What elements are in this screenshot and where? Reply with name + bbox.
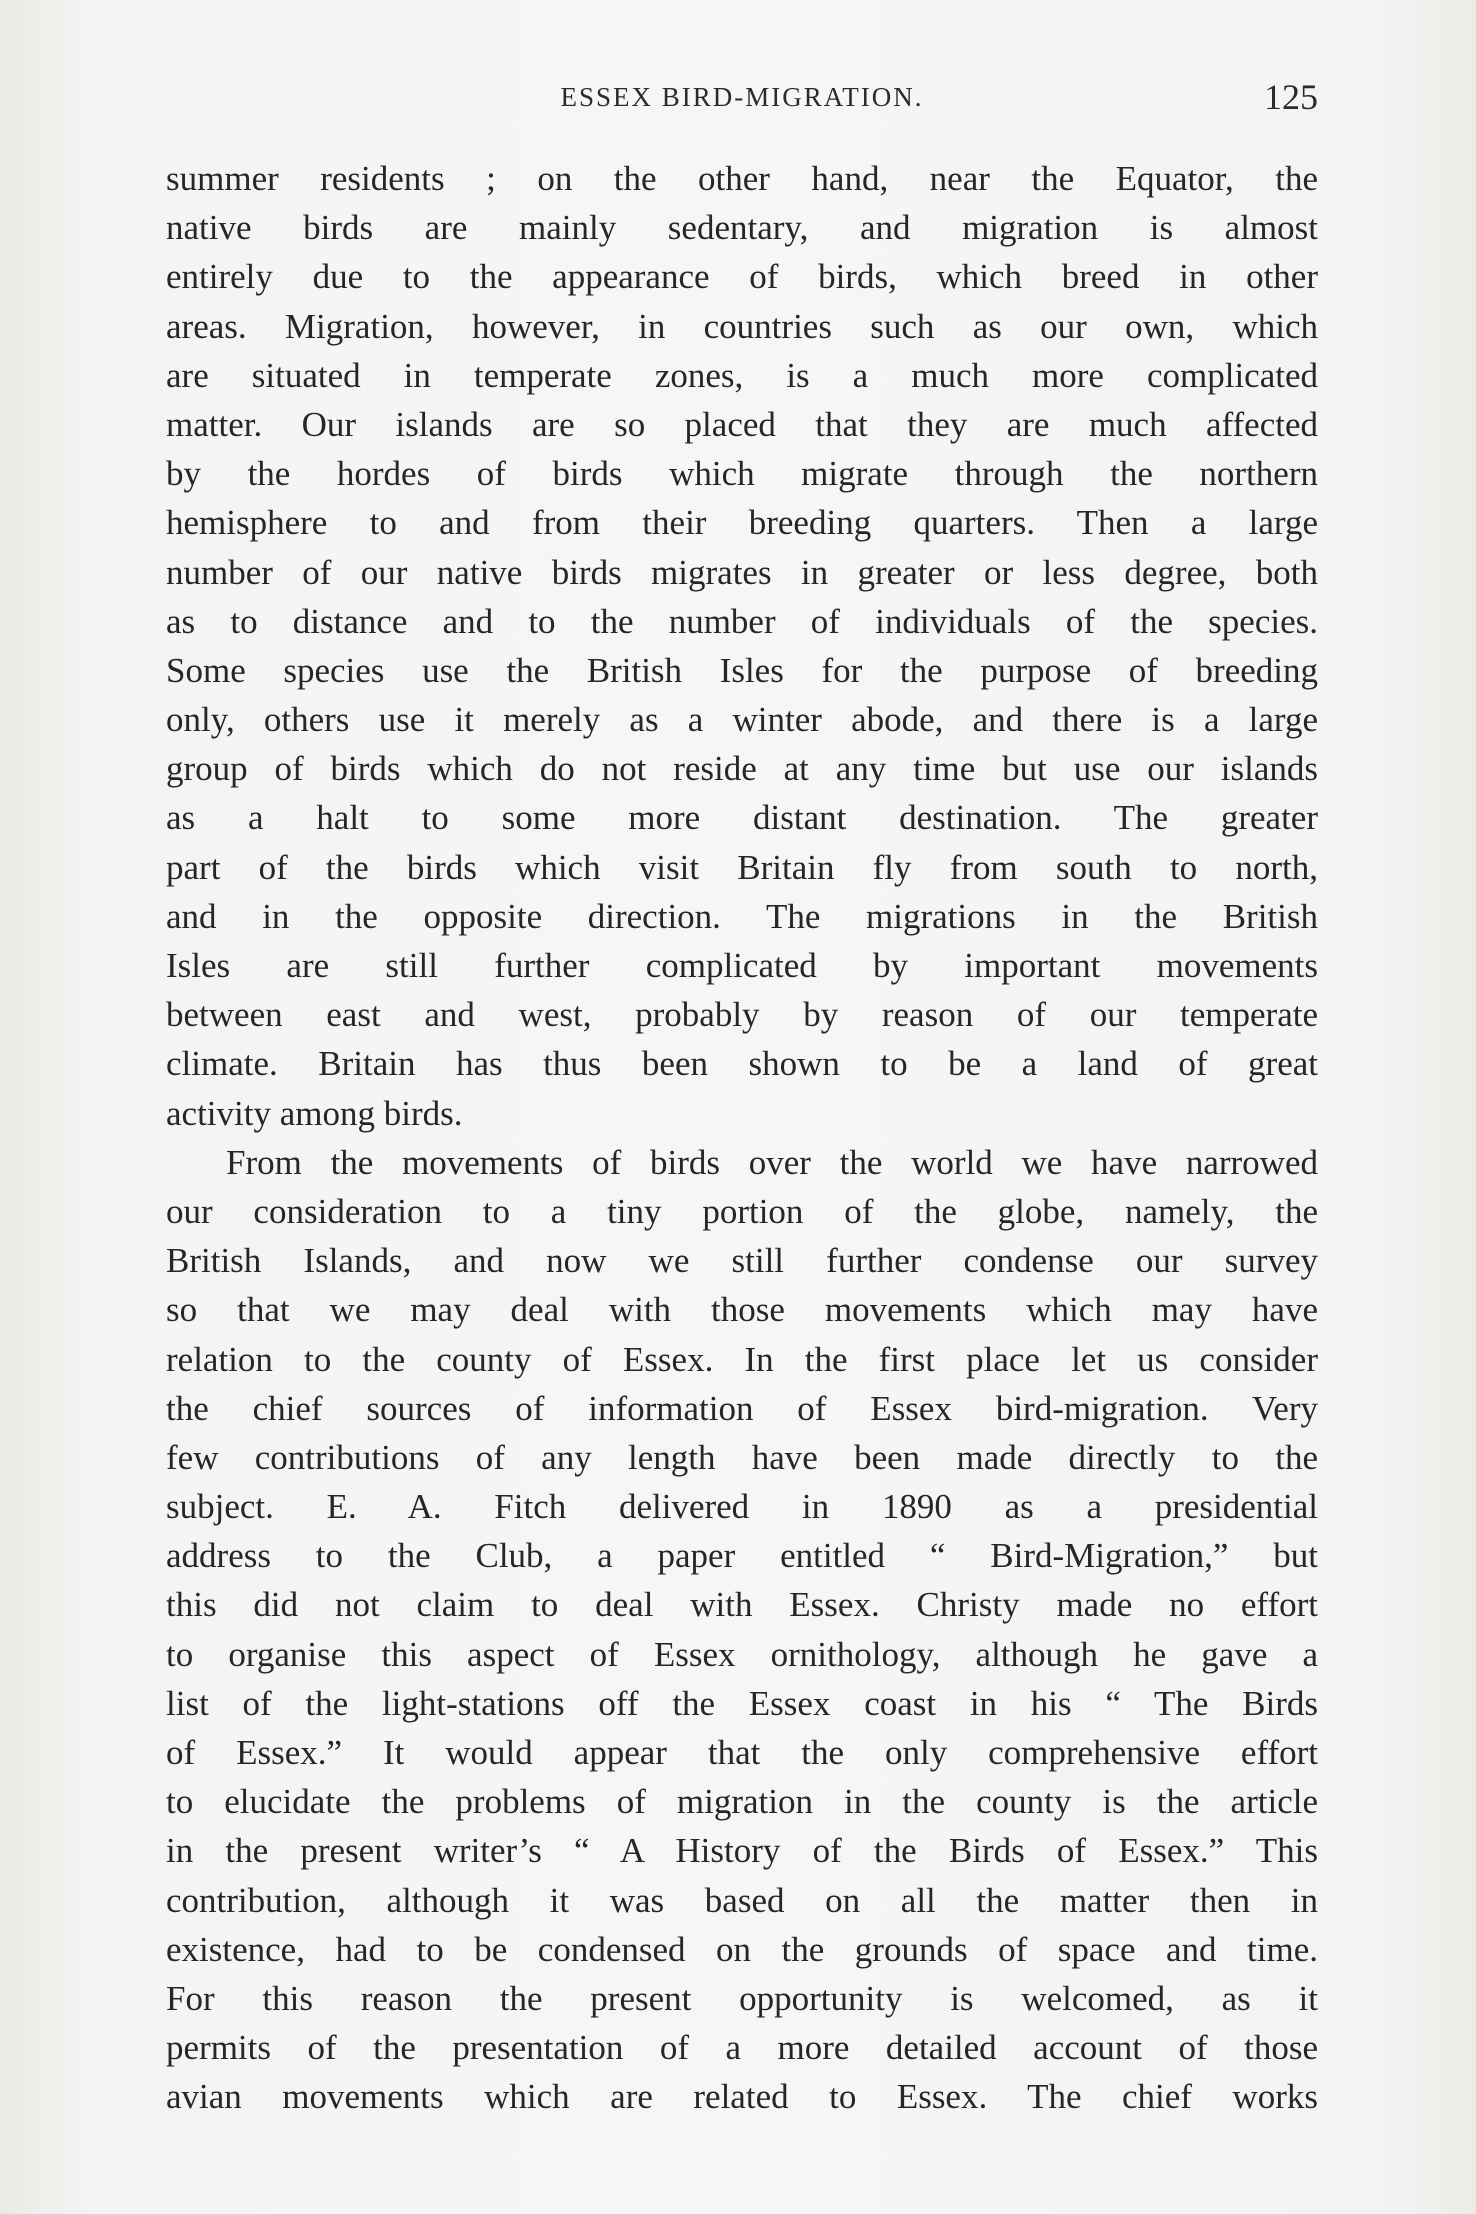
text-line: areas. Migration, however, in countries such as our own, which <box>166 306 1318 346</box>
page-number: 125 <box>1264 77 1318 117</box>
text-line: part of the birds which visit Britain fly from south to north, <box>166 847 1318 887</box>
text-line: matter. Our islands are so placed that they are much affected <box>166 404 1318 444</box>
text-line: permits of the presentation of a more detailed account of those <box>166 2028 1318 2068</box>
text-line: existence, had to be condensed on the grounds of space and time. <box>166 1929 1318 1969</box>
paragraph-start-line: From the movements of birds over the world we have narrowed <box>226 1142 1318 1182</box>
text-line: list of the light-stations off the Essex coast in his “ The Birds <box>166 1683 1318 1723</box>
text-line: Some species use the British Isles for the purpose of breeding <box>166 650 1318 690</box>
text-line: number of our native birds migrates in greater or less degree, both <box>166 552 1318 592</box>
text-line: so that we may deal with those movements which may have <box>166 1290 1318 1330</box>
text-line: only, others use it merely as a winter abode, and there is a large <box>166 700 1318 740</box>
text-line: of Essex.” It would appear that the only comprehensive effort <box>166 1733 1318 1772</box>
text-line: few contributions of any length have been made directly to the <box>166 1437 1318 1477</box>
text-line: summer residents ; on the other hand, near the Equator, the <box>166 159 1318 198</box>
text-line: British Islands, and now we still further condense our survey <box>166 1241 1318 1281</box>
text-line: the chief sources of information of Essex bird-migration. Very <box>166 1388 1318 1428</box>
text-line: entirely due to the appearance of birds, which breed in other <box>166 257 1318 297</box>
text-line: avian movements which are related to Essex. The chief works <box>166 2077 1318 2117</box>
text-line: address to the Club, a paper entitled “ Bird-Migration,” but <box>166 1536 1318 1576</box>
text-line: climate. Britain has thus been shown to be a land of great <box>166 1044 1318 1084</box>
text-line: by the hordes of birds which migrate through the northern <box>166 454 1318 494</box>
text-line: as to distance and to the number of individuals of the species. <box>166 601 1318 641</box>
text-line: to organise this aspect of Essex ornithology, although he gave a <box>166 1634 1318 1674</box>
text-line: native birds are mainly sedentary, and migration is almost <box>166 208 1318 248</box>
page-header <box>166 76 1318 126</box>
text-line: contribution, although it was based on all the matter then in <box>166 1880 1318 1920</box>
text-line: are situated in temperate zones, is a much more complicated <box>166 355 1318 395</box>
body-text <box>166 154 1318 2122</box>
text-line: our consideration to a tiny portion of the globe, namely, the <box>166 1191 1318 1231</box>
text-line: subject. E. A. Fitch delivered in 1890 as a presidential <box>166 1487 1318 1527</box>
text-line: in the present writer’s “ A History of the Birds of Essex.” This <box>166 1831 1318 1871</box>
text-line: and in the opposite direction. The migrations in the British <box>166 896 1318 936</box>
text-line: as a halt to some more distant destination. The greater <box>166 798 1318 838</box>
paragraph-end-line: activity among birds. <box>166 1093 463 1133</box>
text-line: hemisphere to and from their breeding quarters. Then a large <box>166 503 1318 543</box>
text-line: between east and west, probably by reason of our temperate <box>166 995 1318 1035</box>
text-line: to elucidate the problems of migration in the county is the article <box>166 1782 1318 1822</box>
text-line: relation to the county of Essex. In the first place let us consider <box>166 1339 1318 1379</box>
text-line: this did not claim to deal with Essex. Christy made no effort <box>166 1585 1318 1625</box>
running-head: ESSEX BIRD-MIGRATION. <box>560 82 924 112</box>
text-line: For this reason the present opportunity is welcomed, as it <box>166 1978 1318 2018</box>
text-line: group of birds which do not reside at any time but use our islands <box>166 749 1318 789</box>
text-line: Isles are still further complicated by important movements <box>166 946 1318 985</box>
